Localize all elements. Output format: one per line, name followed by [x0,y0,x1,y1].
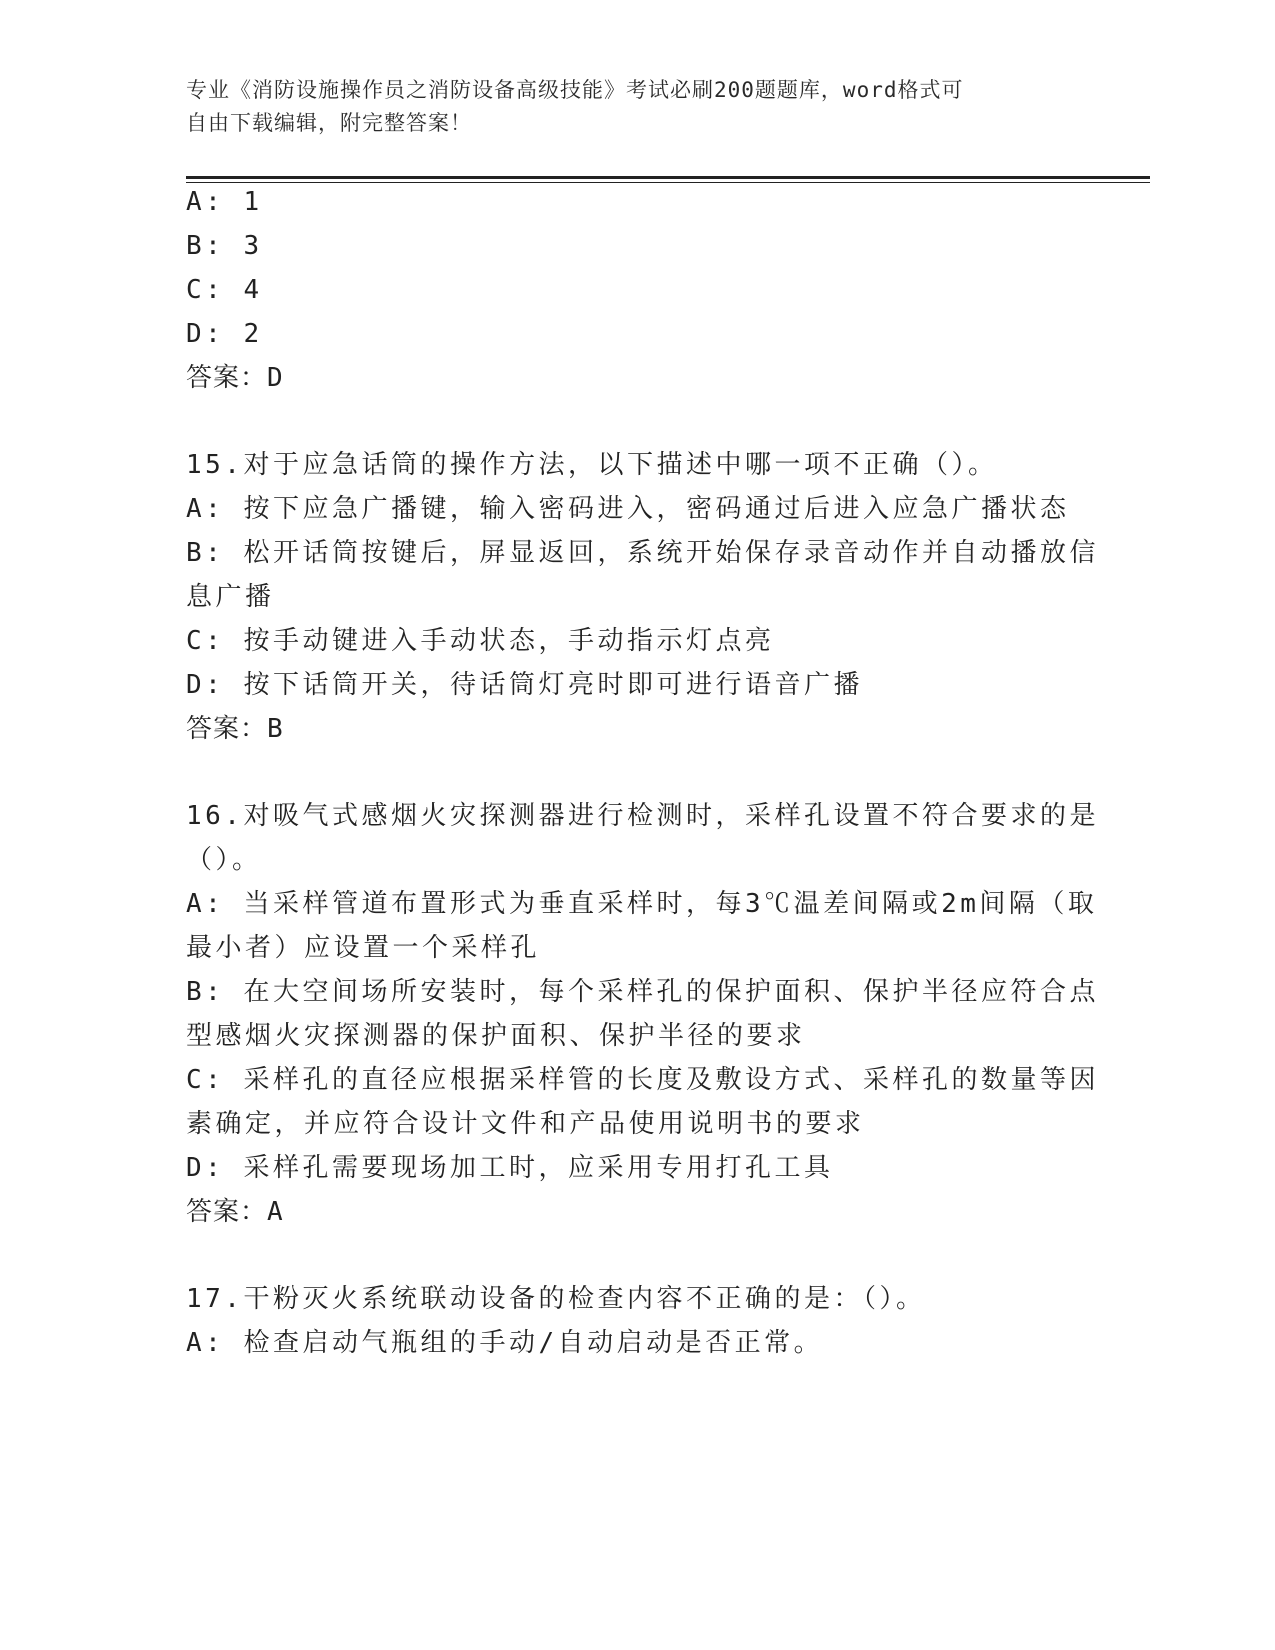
q15-option-c: C: 按手动键进入手动状态，手动指示灯点亮 [186,626,775,656]
q16-stem-line2: （）。 [186,845,262,875]
q16-option-c-line2: 素确定，并应符合设计文件和产品使用说明书的要求 [186,1109,865,1139]
document-header [186,74,1086,140]
prev-option-b: B: 3 [186,231,263,261]
q15-option-a: A: 按下应急广播键，输入密码进入，密码通过后进入应急广播状态 [186,494,1070,524]
header-divider-thin [186,182,1150,183]
q17-stem: 17.干粉灭火系统联动设备的检查内容不正确的是：（）。 [186,1284,926,1314]
q15-answer: 答案：B [186,714,284,744]
prev-option-c: C: 4 [186,275,263,305]
prev-option-a: A: 1 [186,187,263,217]
header-line-1: 专业《消防设施操作员之消防设备高级技能》考试必刷200题题库，word格式可 [186,78,964,102]
q16-option-b-line1: B: 在大空间场所安装时，每个采样孔的保护面积、保护半径应符合点 [186,977,1099,1007]
header-divider-thick [186,176,1150,179]
q15-stem: 15.对于应急话筒的操作方法，以下描述中哪一项不正确（）。 [186,450,998,480]
q15-option-b-line2: 息广播 [186,582,275,612]
q16-answer: 答案：A [186,1197,284,1227]
q16-option-d: D: 采样孔需要现场加工时，应采用专用打孔工具 [186,1153,834,1183]
q17-option-a: A: 检查启动气瓶组的手动/自动启动是否正常。 [186,1328,824,1358]
prev-option-d: D: 2 [186,319,263,349]
q16-option-a-line1: A: 当采样管道布置形式为垂直采样时，每3℃温差间隔或2m间隔（取 [186,889,1098,919]
q16-option-b-line2: 型感烟火灾探测器的保护面积、保护半径的要求 [186,1021,806,1051]
q15-option-b-line1: B: 松开话筒按键后，屏显返回，系统开始保存录音动作并自动播放信 [186,538,1099,568]
prev-answer: 答案：D [186,363,284,393]
q16-stem-line1: 16.对吸气式感烟火灾探测器进行检测时，采样孔设置不符合要求的是 [186,801,1099,831]
q16-option-a-line2: 最小者）应设置一个采样孔 [186,933,541,963]
q15-option-d: D: 按下话筒开关，待话筒灯亮时即可进行语音广播 [186,670,863,700]
q16-option-c-line1: C: 采样孔的直径应根据采样管的长度及敷设方式、采样孔的数量等因 [186,1065,1099,1095]
header-line-2: 自由下载编辑，附完整答案！ [186,111,472,135]
